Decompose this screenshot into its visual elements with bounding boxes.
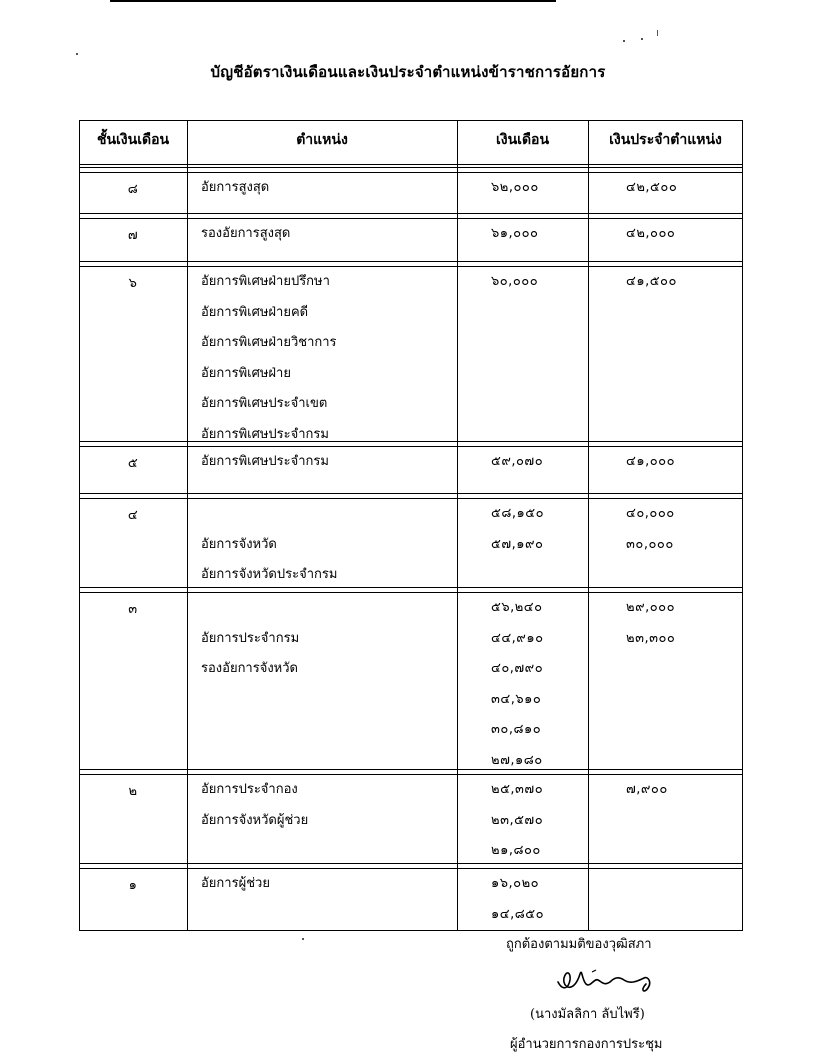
- position-cell: อัยการประจำกรม: [201, 630, 300, 646]
- row-rule: [79, 167, 743, 168]
- row-rule: [79, 266, 743, 267]
- grade-cell: ๖: [128, 276, 138, 291]
- salary-cell: ๔๔,๙๑๐: [491, 630, 544, 646]
- row-rule: [79, 493, 743, 494]
- position-cell: อัยการจังหวัดประจำกรม: [201, 567, 338, 582]
- position-cell: อัยการพิเศษฝ่ายปรึกษา: [201, 274, 330, 289]
- header-cell: ตำแหน่ง: [296, 132, 348, 148]
- row-rule: [79, 218, 743, 219]
- document-title: บัญชีอัตราเงินเดือนและเงินประจำตำแหน่งข้าราชการอัยการ: [210, 63, 606, 81]
- header-cell: ชั้นเงินเดือน: [96, 132, 170, 148]
- grade-cell: ๒: [128, 784, 138, 799]
- allowance-cell: ๓๐,๐๐๐: [626, 536, 674, 552]
- row-rule: [79, 774, 743, 775]
- scan-speck: [641, 38, 643, 40]
- grade-cell: ๘: [127, 182, 139, 197]
- salary-cell: ๒๓,๕๗๐: [491, 812, 544, 828]
- position-cell: อัยการพิเศษฝ่ายคดี: [201, 304, 309, 320]
- header-bottom-rule: [79, 164, 743, 165]
- salary-cell: ๑๖,๐๒๐: [491, 876, 540, 891]
- column-rule: [457, 120, 458, 930]
- salary-cell: ๖๑,๐๐๐: [491, 226, 539, 241]
- salary-cell: ๕๗,๑๙๐: [491, 536, 544, 552]
- scan-speck: [76, 53, 78, 55]
- allowance-cell: ๒๙,๐๐๐: [626, 600, 676, 615]
- column-rule: [742, 120, 743, 930]
- position-cell: อัยการสูงสุด: [201, 180, 270, 195]
- signer-position: ผู้อำนวยการกองการประชุม: [510, 1037, 663, 1052]
- salary-cell: ๓๐,๘๑๐: [491, 722, 542, 737]
- grade-cell: ๓: [128, 602, 138, 617]
- signer-name: (นางมัลลิกา ลับไพรี): [530, 1007, 645, 1022]
- position-cell: รองอัยการจังหวัด: [201, 661, 298, 676]
- salary-cell: ๒๕,๓๗๐: [491, 782, 544, 797]
- row-rule: [79, 868, 743, 869]
- salary-cell: ๒๗,๑๘๐: [491, 752, 543, 768]
- row-rule: [79, 498, 743, 499]
- salary-cell: ๖๐,๐๐๐: [491, 274, 539, 289]
- position-cell: อัยการพิเศษฝ่าย: [201, 365, 291, 381]
- signature-image: [552, 960, 682, 1000]
- row-rule: [79, 930, 743, 931]
- row-rule: [79, 587, 743, 588]
- row-rule: [79, 446, 743, 447]
- row-rule: [79, 213, 743, 214]
- position-cell: อัยการจังหวัด: [201, 536, 277, 552]
- row-rule: [79, 592, 743, 593]
- scan-speck: [657, 30, 658, 36]
- column-rule: [588, 120, 589, 930]
- salary-cell: ๓๔,๖๑๐: [491, 691, 542, 707]
- column-rule: [187, 120, 188, 930]
- grade-cell: ๔: [127, 508, 139, 523]
- row-rule: [79, 863, 743, 864]
- row-rule: [79, 172, 743, 173]
- salary-cell: ๕๖,๒๔๐: [491, 600, 543, 615]
- scan-speck: [623, 40, 625, 42]
- salary-cell: ๔๐,๗๙๐: [491, 661, 544, 676]
- salary-cell: ๕๘,๑๕๐: [491, 506, 545, 521]
- salary-table: [79, 120, 743, 930]
- allowance-cell: ๗,๙๐๐: [626, 782, 668, 797]
- allowance-cell: ๔๐,๐๐๐: [626, 506, 675, 521]
- position-cell: อัยการประจำกอง: [201, 782, 298, 797]
- position-cell: อัยการผู้ช่วย: [201, 876, 270, 891]
- allowance-cell: ๔๒,๐๐๐: [626, 226, 676, 241]
- row-rule: [79, 441, 743, 442]
- position-cell: อัยการพิเศษฝ่ายวิชาการ: [201, 335, 337, 350]
- grade-cell: ๑: [128, 878, 138, 893]
- salary-cell: ๖๒,๐๐๐: [491, 180, 539, 195]
- row-rule: [79, 261, 743, 262]
- allowance-cell: ๔๑,๐๐๐: [626, 454, 676, 469]
- salary-cell: ๕๙,๐๗๐: [491, 454, 544, 469]
- allowance-cell: ๔๑,๕๐๐: [626, 274, 677, 289]
- allowance-cell: ๒๓,๓๐๐: [626, 630, 676, 646]
- header-cell: เงินประจำตำแหน่ง: [609, 132, 722, 148]
- top-rule: [110, 0, 556, 2]
- salary-cell: ๑๔,๘๕๐: [491, 906, 545, 922]
- row-rule: [79, 769, 743, 770]
- position-cell: อัยการพิเศษประจำกรม: [201, 454, 329, 469]
- certification-text: ถูกต้องตามมติของวุฒิสภา: [506, 937, 652, 952]
- allowance-cell: ๔๒,๕๐๐: [626, 180, 678, 195]
- scan-speck: [302, 938, 304, 940]
- salary-cell: ๒๑,๘๐๐: [491, 843, 541, 858]
- grade-cell: ๕: [127, 456, 139, 471]
- grade-cell: ๗: [127, 228, 139, 243]
- position-cell: รองอัยการสูงสุด: [201, 226, 291, 241]
- position-cell: อัยการพิเศษประจำกรม: [201, 426, 329, 442]
- position-cell: อัยการพิเศษประจำเขต: [201, 396, 328, 411]
- header-cell: เงินเดือน: [495, 132, 550, 148]
- position-cell: อัยการจังหวัดผู้ช่วย: [201, 812, 309, 828]
